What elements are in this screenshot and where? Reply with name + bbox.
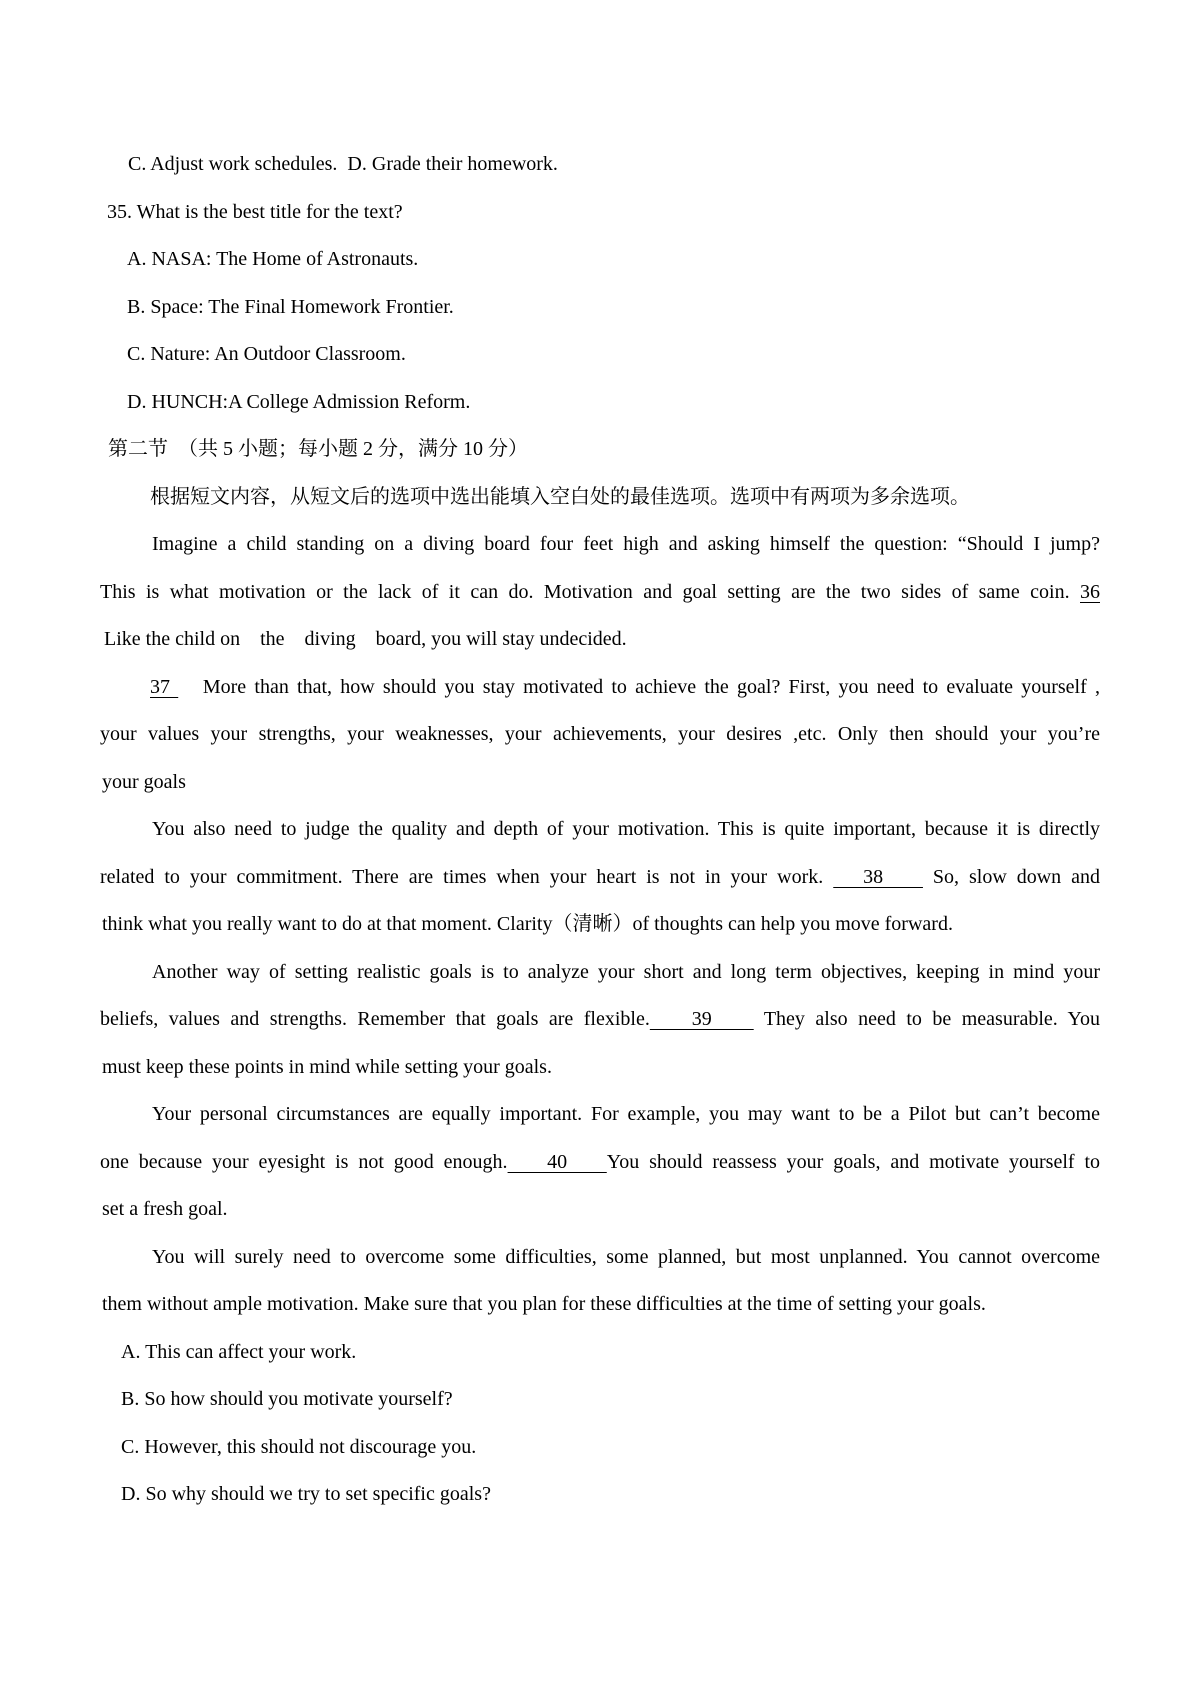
passage-line-13-text: Your personal circumstances are equally important. For example, you may want to be a Pilot but can’t become [152, 1103, 1100, 1125]
gap-option-c-text: C. However, this should not discourage you. [121, 1435, 477, 1458]
gap-option-a [100, 1329, 1100, 1377]
passage-line-2-blank-36-underlined-blank: 36 [1080, 580, 1100, 603]
passage-line-4-blank-37-text: More than that, how should you stay motivated to achieve the goal? First, you need to evaluate yourself , [178, 675, 1100, 698]
passage-line-14-blank-40 [100, 1139, 1100, 1187]
q35-option-d-text: D. HUNCH:A College Admission Reform. [127, 390, 471, 413]
passage-line-3 [100, 616, 1100, 664]
passage-line-11-blank-39-text: They also need to be measurable. You [753, 1008, 1100, 1030]
passage-line-8-blank-38-text: So, slow down and [922, 865, 1101, 888]
q35-option-a [100, 236, 1100, 284]
passage-line-7-text: You also need to judge the quality and depth of your motivation. This is quite important, because it is directly [152, 818, 1100, 840]
passage-line-6-text: your goals [102, 770, 186, 793]
passage-line-9-text: think what you really want to do at that moment. Clarity（清晰）of thoughts can help you move forward. [102, 913, 953, 935]
question-35 [100, 189, 1100, 237]
gap-option-c [100, 1424, 1100, 1472]
passage-line-1-text: Imagine a child standing on a diving board four feet high and asking himself the question: “Should I jump? [152, 533, 1100, 555]
passage-line-2-blank-36 [100, 569, 1100, 617]
q35-option-b [100, 284, 1100, 332]
passage-line-14-blank-40-text: You should reassess your goals, and motivate yourself to [606, 1150, 1100, 1173]
q35-option-a-text: A. NASA: The Home of Astronauts. [127, 248, 419, 270]
gap-option-b [100, 1376, 1100, 1424]
passage-line-12-text: must keep these points in mind while setting your goals. [102, 1055, 552, 1078]
q35-option-d [100, 379, 1100, 427]
gap-option-d [100, 1471, 1100, 1519]
passage-line-4-blank-37 [100, 664, 1100, 712]
passage-line-16-text: You will surely need to overcome some difficulties, some planned, but most unplanned. You cannot overcome [152, 1245, 1100, 1268]
passage-line-8-blank-38 [100, 854, 1100, 902]
gap-option-b-text: B. So how should you motivate yourself? [121, 1388, 453, 1410]
passage-line-13 [100, 1091, 1100, 1139]
q34-options-c-d [100, 141, 1100, 189]
passage-line-1 [100, 521, 1100, 569]
passage-line-6 [100, 759, 1100, 807]
passage-line-15 [100, 1186, 1100, 1234]
passage-line-11-blank-39 [100, 996, 1100, 1044]
passage-line-12 [100, 1044, 1100, 1092]
gap-option-a-text: A. This can affect your work. [121, 1340, 357, 1363]
passage-line-7 [100, 806, 1100, 854]
section-2-instructions-text: 根据短文内容，从短文后的选项中选出能填入空白处的最佳选项。选项中有两项为多余选项。 [150, 485, 970, 508]
passage-line-4-blank-37-underlined-blank: 37 [150, 675, 179, 698]
gap-option-d-text: D. So why should we try to set specific goals? [121, 1483, 491, 1505]
passage-line-10 [100, 949, 1100, 997]
passage-line-17 [100, 1281, 1100, 1329]
passage-line-8-blank-38-text: related to your commitment. There are times when your heart is not in your work. [100, 865, 834, 888]
q35-option-c [100, 331, 1100, 379]
q35-option-c-text: C. Nature: An Outdoor Classroom. [127, 343, 406, 365]
q35-option-b-text: B. Space: The Final Homework Frontier. [127, 295, 454, 318]
passage-line-8-blank-38-underlined-blank: 38 [833, 865, 923, 888]
passage-line-2-blank-36-text: This is what motivation or the lack of it can do. Motivation and goal setting are the two sides of same coin. [100, 580, 1080, 603]
passage-line-17-text: them without ample motivation. Make sure that you plan for these difficulties at the time of setting your goals. [102, 1293, 986, 1315]
question-35-text: 35. What is the best title for the text? [107, 200, 403, 223]
section-2-header-text: 第二节 （共 5 小题；每小题 2 分，满分 10 分） [108, 438, 528, 460]
passage-line-11-blank-39-underlined-blank: 39 [649, 1008, 754, 1030]
passage-line-5-text: your values your strengths, your weaknesses, your achievements, your desires ,etc. Only then should your you’re [100, 723, 1100, 745]
passage-line-5 [100, 711, 1100, 759]
passage-line-11-blank-39-text: beliefs, values and strengths. Remember that goals are flexible. [100, 1008, 650, 1030]
q34-options-c-d-text: C. Adjust work schedules. D. Grade their homework. [128, 153, 558, 175]
section-2-instructions [100, 474, 1100, 522]
passage-line-16 [100, 1234, 1100, 1282]
passage-line-15-text: set a fresh goal. [102, 1198, 228, 1220]
section-2-header [100, 426, 1100, 474]
passage-line-14-blank-40-underlined-blank: 40 [507, 1150, 607, 1173]
passage-line-14-blank-40-text: one because your eyesight is not good enough. [100, 1150, 508, 1173]
passage-line-3-text: Like the child on the diving board, you will stay undecided. [104, 628, 627, 650]
passage-line-10-text: Another way of setting realistic goals is to analyze your short and long term objectives, keeping in mind your [152, 960, 1100, 983]
passage-line-9 [100, 901, 1100, 949]
